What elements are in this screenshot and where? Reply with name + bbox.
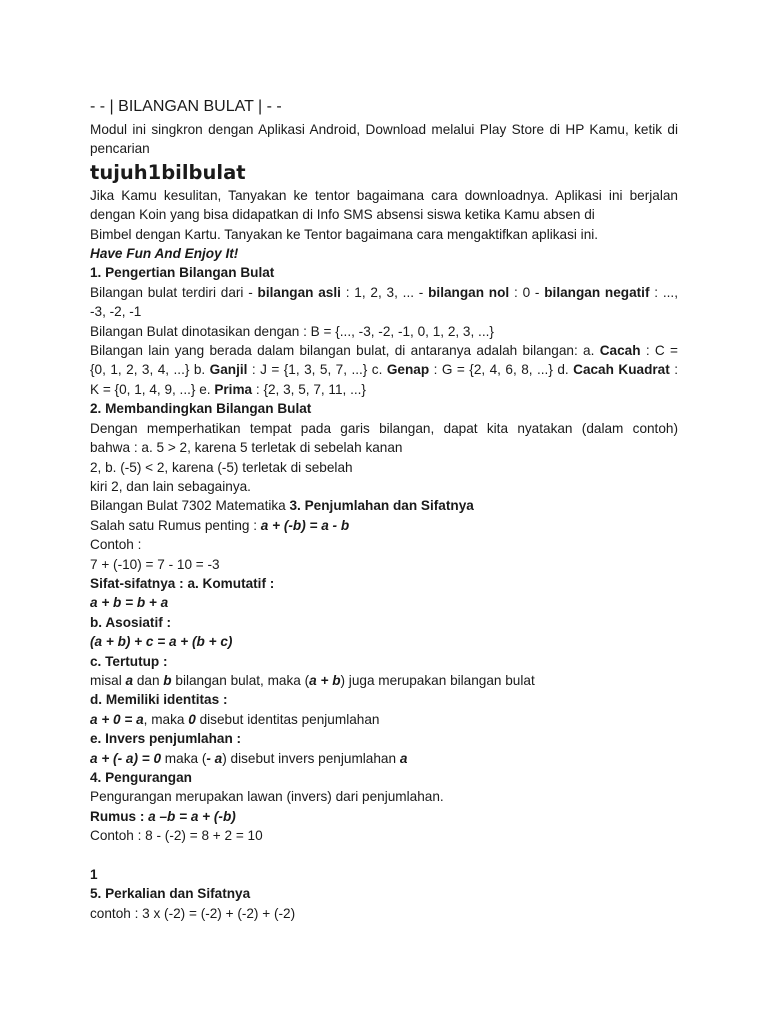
section-1-line-6: K = {0, 1, 4, 9, ...} e. Prima : {2, 3, 5, 7, 11, ...} [90,381,366,397]
app-name: tujuh1bilbulat [90,160,246,184]
help-line-3: Bimbel dengan Kartu. Tanyakan ke Tentor bagaimana cara mengaktifkan aplikasi ini. [90,226,599,242]
commutative-formula: a + b = b + a [90,595,169,611]
inverse-text: a + (- a) = 0 maka (- a) disebut invers penjumlahan a [90,750,408,766]
intro-line-2: pencarian [90,141,150,157]
spacer [90,846,678,865]
inverse-title: e. Invers penjumlahan : [90,731,242,747]
section-1-title: 1. Pengertian Bilangan Bulat [90,265,275,281]
associative-formula: (a + b) + c = a + (b + c) [90,634,233,650]
closure-text: misal a dan b bilangan bulat, maka (a + b) juga merupakan bilangan bulat [90,672,535,688]
section-2-line-1: Dengan memperhatikan tempat pada garis bilangan, dapat kita nyatakan (dalam contoh) [90,420,678,436]
section-1-line-2: -3, -2, -1 [90,304,142,320]
section-4-formula: Rumus : a –b = a + (-b) [90,808,236,824]
fun-tagline: Have Fun And Enjoy It! [90,246,239,262]
section-3-example-label: Contoh : [90,537,142,553]
identity-text: a + 0 = a, maka 0 disebut identitas penjumlahan [90,711,380,727]
section-4-example: Contoh : 8 - (-2) = 8 + 2 = 10 [90,828,263,844]
identity-title: d. Memiliki identitas : [90,692,228,708]
section-5-example: contoh : 3 x (-2) = (-2) + (-2) + (-2) [90,905,296,921]
section-2-title: 2. Membandingkan Bilangan Bulat [90,401,312,417]
section-2-line-3: 2, b. (-5) < 2, karena (-5) terletak di sebelah [90,459,353,475]
section-4-text: Pengurangan merupakan lawan (invers) dari penjumlahan. [90,789,444,805]
closure-title: c. Tertutup : [90,653,168,669]
properties-title: Sifat-sifatnya : a. Komutatif : [90,575,275,591]
section-3-example: 7 + (-10) = 7 - 10 = -3 [90,556,220,572]
help-line-2: dengan Koin yang bisa didapatkan di Info SMS absensi siswa ketika Kamu absen di [90,207,595,223]
section-1-line-3: Bilangan Bulat dinotasikan dengan : B = {..., -3, -2, -1, 0, 1, 2, 3, ...} [90,323,494,339]
help-line-1: Jika Kamu kesulitan, Tanyakan ke tentor bagaimana cara downloadnya. Aplikasi ini berjalan [90,187,678,203]
section-4-title: 4. Pengurangan [90,770,192,785]
section-1-line-1: Bilangan bulat terdiri dari - bilangan asli : 1, 2, 3, ... - bilangan nol : 0 - bilangan negatif : ..., [90,284,678,300]
section-3-formula: Salah satu Rumus penting : a + (-b) = a - b [90,517,350,533]
intro-line-1: Modul ini singkron dengan Aplikasi Android, Download melalui Play Store di HP Kamu, ketik di [90,122,678,137]
section-2-line-4: kiri 2, dan lain sebagainya. [90,478,251,494]
section-2-line-2: bahwa : a. 5 > 2, karena 5 terletak di sebelah kanan [90,440,403,456]
page-number: 1 [90,867,98,883]
section-1-line-5: {0, 1, 2, 3, 4, ...} b. Ganjil : J = {1, 3, 5, 7, ...} c. Genap : G = {2, 4, 6, 8, ...} d. Cacah Kuadrat : [90,362,678,378]
associative-title: b. Asosiatif : [90,614,172,630]
section-3-heading: Bilangan Bulat 7302 Matematika 3. Penjumlahan dan Sifatnya [90,498,474,514]
section-1-line-4: Bilangan lain yang berada dalam bilangan bulat, di antaranya adalah bilangan: a. Cacah : C = [90,343,678,359]
module-header: - - | BILANGAN BULAT | - - [90,98,282,115]
section-5-title: 5. Perkalian dan Sifatnya [90,886,251,902]
document-body [90,96,678,923]
